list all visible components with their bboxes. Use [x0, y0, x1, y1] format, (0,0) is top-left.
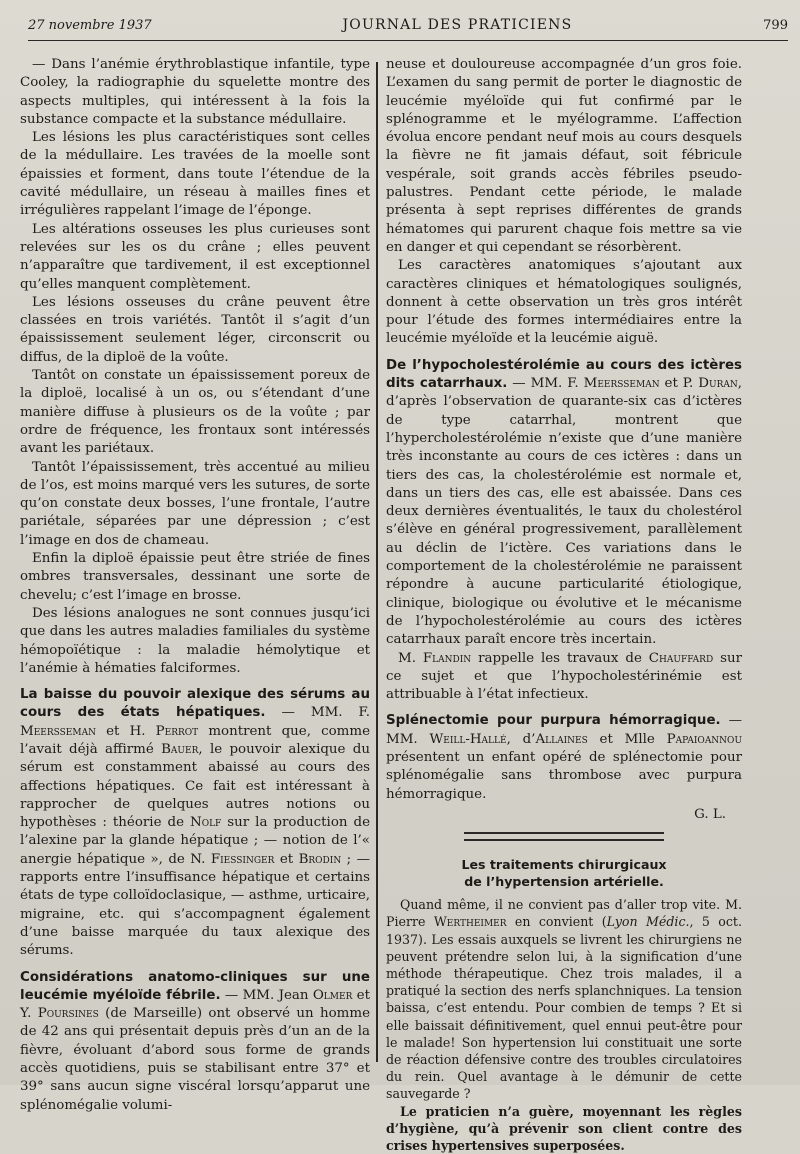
paragraph: Tantôt on constate un épaississement poreux de la diploë, localisé à un os, ou s’étendant d’une manière diffuse à plusieurs os de la voûte ; par ordre de fréquence, les frontaux sont intéressés avant les pariétaux.: [20, 368, 370, 457]
section-title: La baisse du pouvoir alexique des sérums au cours des états hépatiques.: [20, 687, 370, 721]
running-header: [28, 14, 788, 41]
issue-date: 27 novembre 1937: [28, 17, 152, 33]
author-name: Bauer: [161, 741, 199, 757]
paragraph: Quand même, il ne convient pas d’aller trop vite. M. Pierre Wertheimer en convient (Lyon Médic., 5 oct. 1937). Les essais auxquels se livrent les chirurgiens ne peuvent prétendre selon lui, à la signification d’une méthode thérapeutique. Chez trois malades, il a pratiqué la section des nerfs splanchniques. La tension baissa, c’est entendu. Pour combien de temps ? Et si elle baissait définitivement, quel ennui peut-être pour le malade! Son hypertension lui constituait une sorte de réaction défensive contre des troubles circulatoires du rein. Quel avantage à le démunir de cette sauvegarde ?: [386, 897, 742, 1102]
left-column: [20, 56, 370, 1115]
author-name: Wertheimer: [433, 914, 507, 930]
section-leucemie: Considérations anatomo-cliniques sur une leucémie myéloïde fébrile. — MM. Jean Olmer et Y. Poursines (de Marseille) ont observé un homme de 42 ans qui présentait depuis près d’un an de la fièvre, évoluant d’abord sous forme de grands accès quotidiens, puis se stabilisant entre 37° et 39° sans aucun signe viscéral lorsqu’apparut une splénomégalie volumi-: [20, 969, 370, 1113]
author-name: Flandin: [422, 650, 472, 666]
paragraph: Tantôt l’épaississement, très accentué au milieu de l’os, est moins marqué vers les sutures, de sorte qu’on constate deux bosses, l’une frontale, l’autre pariétale, séparées par une dépression ; c’est l’image en dos de chameau.: [20, 459, 370, 548]
paragraph: Les altérations osseuses les plus curieuses sont relevées sur les os du crâne ; elles peuvent n’apparaître que tardivement, il est exceptionnel qu’elles manquent complètement.: [20, 221, 370, 292]
page-number: 799: [763, 17, 788, 33]
author-name: Perrot: [155, 723, 199, 739]
author-name: Fiessinger: [210, 851, 275, 867]
source-citation: Lyon Médic.: [606, 914, 690, 930]
article-body: [386, 896, 742, 1154]
article-title: Les traitements chirurgicaux de l’hypertension artérielle.: [461, 857, 667, 889]
paragraph: M. Flandin rappelle les travaux de Chauffard sur ce sujet et que l’hypocholestérinémie est attribuable à l’état infectieux.: [386, 650, 743, 703]
section-title: Splénectomie pour purpura hémorragique.: [386, 713, 721, 729]
signature: G. L.: [694, 806, 726, 822]
paragraph: — Dans l’anémie érythroblastique infantile, type Cooley, la radiographie du squelette montre des aspects multiples, qui intéressent à la fois la substance compacte et la substance médullaire.: [20, 57, 370, 127]
author-name: Brodin: [298, 851, 342, 867]
paragraph: Le praticien n’a guère, moyennant les règles d’hygiène, qu’à prévenir son client contre des crises hypertensives superposées.: [386, 1103, 742, 1154]
section-separator: [464, 832, 664, 841]
section-splenectomie: Splénectomie pour purpura hémorragique. — MM. Weill-Hallé, d’Allaines et Mlle Papaioannou présentent un enfant opéré de splénectomie pour splénomégalie sans thrombose avec purpura hémorragique.: [386, 713, 743, 802]
author-name: Duran: [698, 376, 738, 392]
section-hypocholesterolemie: De l’hypocholestérolémie au cours des ictères dits catarrhaux. — MM. F. Meersseman et P. Duran, d’après l’observation de quarante-six cas d’ictères de type catarrhal, montrent que l’hypercholestérolémie n’existe que d’une manière très inconstante au cours de ces ictères : dans un tiers des cas, la cholestérolémie est normale et, dans un tiers des cas, elle est abaissée. Dans ces deux dernières éventualités, le taux du cholestérol s’élève en général progressivement, parallèlement au déclin de l’ictère. Ces variations dans le comportement de la cholestérolémie ne paraissent répondre à aucune particularité étiologique, clinique, biologique ou évolutive et le mécanisme de l’hypocholestérolémie au cours des ictères catarrhaux paraît encore très incertain.: [386, 357, 743, 648]
paragraph: Des lésions analogues ne sont connues jusqu’ici que dans les autres maladies familiales du système hémopoïétique : la maladie hémolytique et l’anémie à hématies falciformes.: [20, 605, 370, 676]
paragraph: Enfin la diploë épaissie peut être striée de fines ombres transversales, dessinant une sorte de chevelu; c’est l’image en brosse.: [20, 551, 370, 603]
paragraph: Les caractères anatomiques s’ajoutant aux caractères cliniques et hématologiques soulignés, donnent à cette observation un très gros intérêt pour l’étude des formes intermédiaires entre la leucémie myéloïde et la leucémie aiguë.: [386, 258, 742, 347]
author-name: Chauffard: [648, 650, 714, 666]
paragraph: Les lésions les plus caractéristiques sont celles de la médullaire. Les travées de la moelle sont épaissies et forment, dans toute l’étendue de la cavité médullaire, un réseau à mailles fines et irrégulières rappelant l’image de l’éponge.: [20, 130, 370, 219]
author-name: Meersseman: [20, 723, 96, 739]
author-name: Weill-Hallé: [429, 731, 507, 747]
paragraph: Les lésions osseuses du crâne peuvent être classées en trois variétés. Tantôt il s’agit d’un épaississement seulement léger, circonscrit ou diffus, de la diploë de la voûte.: [20, 294, 370, 365]
author-name: Olmer: [312, 987, 353, 1003]
author-name: Allaines: [535, 731, 588, 747]
right-column: [386, 56, 742, 1154]
paragraph: neuse et douloureuse accompagnée d’un gros foie. L’examen du sang permit de porter le diagnostic de leucémie myéloïde qui fut confirmé par le splénogramme et le myélogramme. L’affection évolua encore pendant neuf mois au cours desquels la fièvre ne fit jamais défaut, soit fébricule vespérale, soit grands accès fébriles pseudo-palustres. Pendant cette période, le malade présenta à sept reprises différentes de grands hématomes qui parurent chaque fois mettre sa vie en danger et qui cependant se résorbèrent.: [386, 57, 742, 255]
section-alexique: La baisse du pouvoir alexique des sérums au cours des états hépatiques. — MM. F. Meersseman et H. Perrot montrent que, comme l’avait déjà affirmé Bauer, le pouvoir alexique du sérum est constamment abaissé au cours des affections hépatiques. Ce fait est intéressant à rapprocher de quelques autres notions ou hypothèses : théorie de Nolf sur la production de l’alexine par la glande hépatique ; — notion de l’« anergie hépatique », de N. Fiessinger et Brodin ; — rapports entre l’insuffisance hépatique et certains états de type colloïdoclasique, — asthme, urticaire, migraine, etc. qui s’accompagnent également d’une baisse marquée du taux alexique des sérums.: [20, 687, 370, 959]
author-name: Nolf: [189, 815, 222, 831]
author-name: Meersseman: [583, 376, 660, 392]
journal-title: JOURNAL DES PRATICIENS: [342, 17, 573, 33]
section-title: Considérations anatomo-cliniques sur une leucémie myéloïde fébrile.: [20, 969, 370, 1003]
author-name: Papaioannou: [666, 731, 743, 747]
section-title: De l’hypocholestérolémie au cours des ictères dits catarrhaux.: [386, 357, 742, 392]
author-name: Poursines: [37, 1006, 99, 1022]
column-divider: [376, 62, 378, 1062]
